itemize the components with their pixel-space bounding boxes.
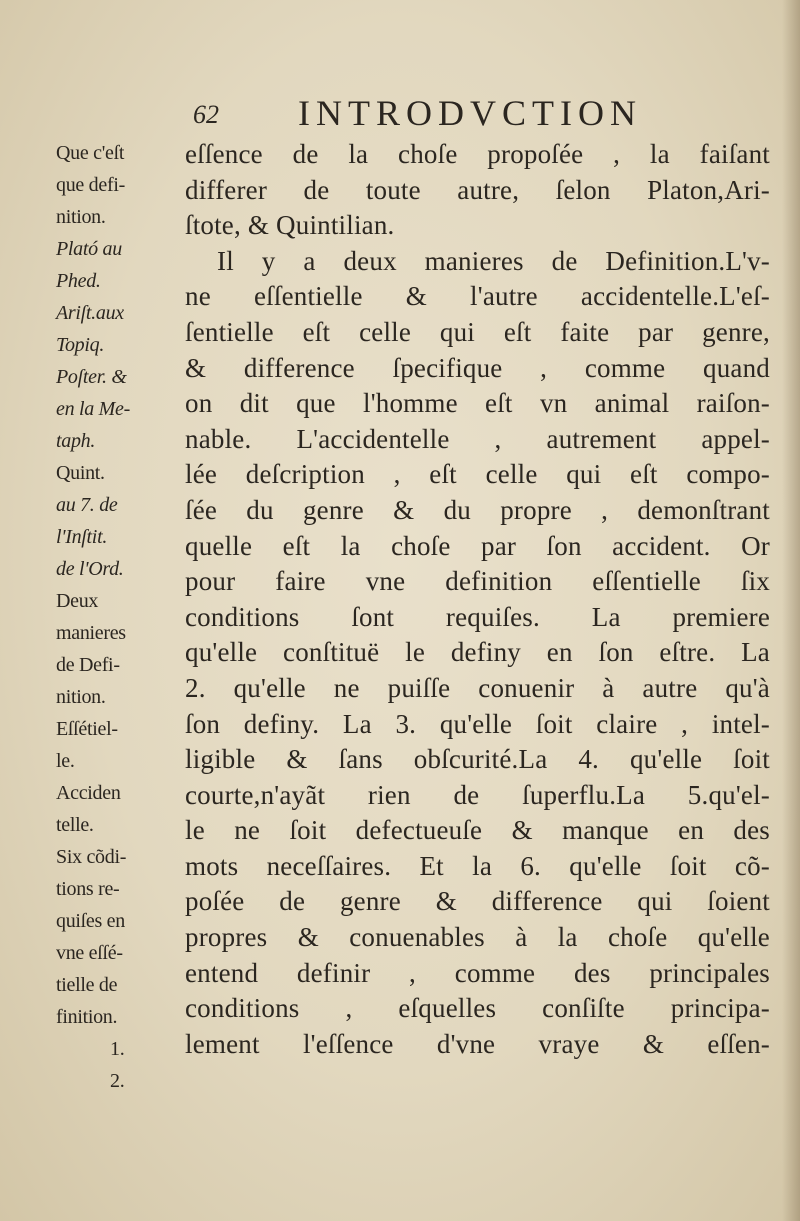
margin-note-line: Poſter. & — [56, 366, 127, 388]
margin-note-line: 2. — [110, 1070, 125, 1092]
text-line: propres & conuenables à la choſe qu'elle — [185, 922, 770, 953]
margin-note-line: l'Inſtit. — [56, 526, 108, 548]
text-line: lée deſcription , eſt celle qui eſt compo- — [185, 459, 770, 490]
text-line: eſſence de la choſe propoſée , la faiſant — [185, 139, 770, 169]
text-line: differer de toute autre, ſelon Platon,Ari- — [185, 174, 770, 205]
text-line: conditions , eſquelles conſiſte principa- — [185, 993, 770, 1024]
margin-note-line: manieres — [56, 622, 126, 644]
margin-note-line: Acciden — [56, 782, 121, 804]
margin-note-line: Deux — [56, 590, 99, 612]
text-line: ligible & ſans obſcurité.La 4. qu'elle ſoit — [185, 744, 770, 775]
text-line: entend definir , comme des principales — [185, 957, 770, 988]
margin-notes — [56, 137, 184, 1097]
text-line: poſée de genre & difference qui ſoient — [185, 886, 770, 917]
margin-note-line: nition. — [56, 686, 106, 708]
margin-note-line: quiſes en — [56, 910, 125, 932]
text-line: & difference ſpecifique , comme quand — [185, 352, 770, 383]
margin-note-line: de Defi- — [56, 654, 120, 676]
text-line: ne eſſentielle & l'autre accidentelle.L'eſ- — [185, 281, 770, 312]
margin-note-line: tielle de — [56, 974, 118, 996]
margin-note-line: Topiq. — [56, 334, 105, 356]
text-line: lement l'eſſence d'vne vraye & eſſen- — [185, 1028, 770, 1059]
margin-note-line: telle. — [56, 814, 94, 836]
text-line: ſtote, & Quintilian. — [185, 210, 395, 241]
text-line: mots neceſſaires. Et la 6. qu'elle ſoit cõ- — [185, 850, 770, 881]
margin-note-line: vne eſſé- — [56, 942, 123, 964]
margin-note-line: Six cõdi- — [56, 846, 127, 868]
margin-note-line: Ariſt.aux — [56, 302, 124, 324]
text-line: on dit que l'homme eſt vn animal raiſon- — [185, 388, 770, 419]
text-line: ſée du genre & du propre , demonſtrant — [185, 494, 770, 525]
text-line: nable. L'accidentelle , autrement appel- — [185, 423, 770, 454]
running-head: INTRODVCTION — [298, 93, 642, 133]
margin-note-line: finition. — [56, 1006, 118, 1028]
text-line: conditions ſont requiſes. La premiere — [185, 601, 770, 632]
margin-note-line: Eſſétiel- — [56, 718, 118, 740]
margin-note-line: 1. — [110, 1038, 125, 1060]
text-line: 2. qu'elle ne puiſſe conuenir à autre qu'à — [185, 672, 770, 703]
text-line: ſentielle eſt celle qui eſt faite par genre, — [185, 316, 770, 347]
text-line: pour faire vne definition eſſentielle ſix — [185, 566, 770, 597]
margin-note-line: en la Me- — [56, 398, 130, 420]
margin-note-line: de l'Ord. — [56, 558, 124, 580]
text-line: qu'elle conſtituë le definy en ſon eſtre. La — [185, 637, 770, 668]
margin-note-line: nition. — [56, 206, 106, 228]
text-line: ſon definy. La 3. qu'elle ſoit claire , intel- — [185, 708, 770, 739]
margin-note-line: taph. — [56, 430, 96, 452]
margin-note-line: que defi- — [56, 174, 125, 196]
margin-note-line: Phed. — [56, 270, 101, 292]
main-text — [185, 137, 770, 1062]
margin-note-line: Quint. — [56, 462, 105, 484]
text-line: quelle eſt la choſe par ſon accident. Or — [185, 530, 770, 561]
text-line: courte,n'ayãt rien de ſuperflu.La 5.qu'el- — [185, 779, 770, 810]
margin-note-line: Plató au — [56, 238, 122, 260]
margin-note-line: Que c'eſt — [56, 142, 125, 164]
page-edge-shadow — [782, 0, 800, 1221]
text-line: Il y a deux manieres de Definition.L'v- — [217, 245, 770, 276]
margin-note-line: au 7. de — [56, 494, 118, 516]
text-line: le ne ſoit defectueuſe & manque en des — [185, 815, 770, 846]
page-number: 62 — [193, 100, 219, 129]
margin-note-line: le. — [56, 750, 75, 772]
margin-note-line: tions re- — [56, 878, 120, 900]
